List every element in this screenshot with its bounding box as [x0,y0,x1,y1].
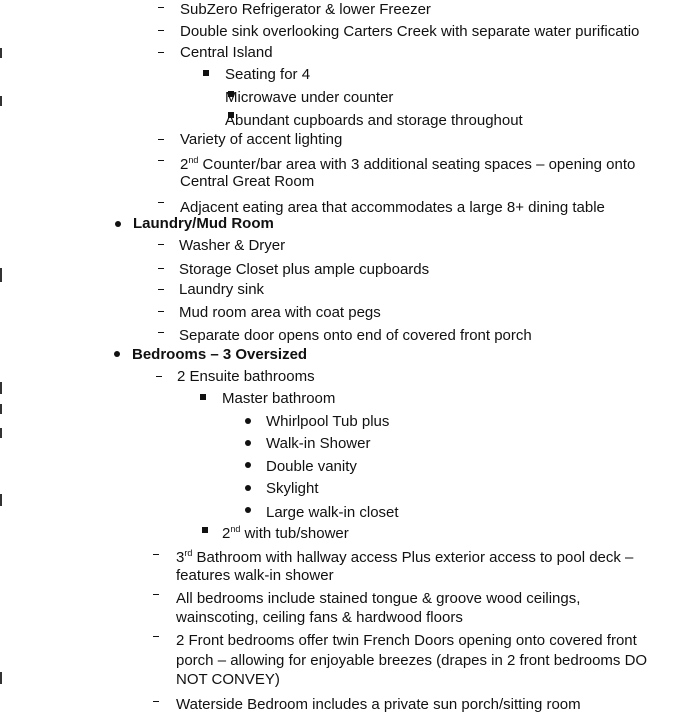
scan-edge-mark [0,404,2,414]
laundry-item: Washer & Dryer [179,237,286,254]
section-heading-laundry: Laundry/Mud Room [133,215,274,232]
ordinal-number: 2 [180,156,189,173]
laundry-item: Mud room area with coat pegs [179,304,381,321]
bathroom-text: Bathroom with hallway access Plus exterior access to pool deck – [192,549,634,566]
bedroom-item: 2 Front bedrooms offer twin French Doors opening onto covered front [176,632,637,649]
bathroom-text: with tub/shower [240,525,349,542]
square-bullet [202,527,208,533]
kitchen-item: Double sink overlooking Carters Creek with separate water purificatio [180,23,640,40]
dash-marker [158,268,164,269]
round-bullet [245,485,251,491]
bedroom-item: 2 Ensuite bathrooms [177,368,315,385]
scan-edge-mark [0,48,2,58]
ordinal-suffix: nd [230,524,241,534]
kitchen-item: Variety of accent lighting [180,131,343,148]
bedroom-item [176,549,633,567]
bedroom-item-continued: porch – allowing for enjoyable breezes (drapes in 2 front bedrooms DO [176,652,648,669]
round-bullet [245,507,251,513]
bedroom-item-continued: wainscoting, ceiling fans & hardwood floors [176,609,463,626]
kitchen-item: SubZero Refrigerator & lower Freezer [180,1,431,18]
laundry-item: Storage Closet plus ample cupboards [179,261,430,278]
bedroom-item-continued: features walk-in shower [176,567,334,584]
round-bullet [114,351,120,357]
ordinal-suffix: nd [188,155,199,165]
dash-marker [153,594,159,595]
bedroom-item-continued: NOT CONVEY) [176,671,280,688]
dash-marker [158,160,164,161]
bathroom-item: Master bathroom [222,390,336,407]
master-feature: Large walk-in closet [266,504,399,521]
round-bullet [245,418,251,424]
round-bullet [245,440,251,446]
scan-edge-mark [0,268,2,282]
bedroom-item: All bedrooms include stained tongue & groove wood ceilings, [176,590,581,607]
counter-item [180,156,635,174]
dash-marker [158,289,164,290]
square-bullet [200,394,206,400]
dash-marker [158,332,164,333]
dash-marker [158,311,164,312]
kitchen-item: Adjacent eating area that accommodates a large 8+ dining table [180,199,605,216]
master-feature: Whirlpool Tub plus [266,413,390,430]
bathroom-item [222,525,349,543]
master-feature: Skylight [266,480,319,497]
counter-item-continued: Central Great Room [180,173,315,190]
dash-marker [158,244,164,245]
dash-marker [158,52,164,53]
island-item: Microwave under counter [225,89,394,106]
dash-marker [158,30,164,31]
scan-edge-mark [0,428,2,438]
ordinal-number: 3 [176,549,185,566]
dash-marker [158,202,164,203]
dash-marker [156,376,162,377]
master-feature: Double vanity [266,458,357,475]
ordinal-number: 2 [222,525,231,542]
dash-marker [153,554,159,555]
round-bullet [115,221,121,227]
counter-text: Counter/bar area with 3 additional seating spaces – opening onto [198,156,636,173]
dash-marker [153,701,159,702]
scan-edge-mark [0,96,2,106]
dash-marker [158,139,164,140]
section-heading-bedrooms: Bedrooms – 3 Oversized [132,346,308,363]
bedroom-item: Waterside Bedroom includes a private sun porch/sitting room [176,696,581,713]
scan-edge-mark [0,494,2,506]
dash-marker [153,636,159,637]
kitchen-item: Central Island [180,44,273,61]
laundry-item: Separate door opens onto end of covered front porch [179,327,532,344]
round-bullet [245,462,251,468]
island-item: Abundant cupboards and storage throughout [225,112,523,129]
island-item: Seating for 4 [225,66,311,83]
laundry-item: Laundry sink [179,281,265,298]
dash-marker [158,7,164,8]
square-bullet [203,70,209,76]
scan-edge-mark [0,382,2,394]
master-feature: Walk-in Shower [266,435,371,452]
scan-edge-mark [0,672,2,684]
ordinal-suffix: rd [184,548,193,558]
